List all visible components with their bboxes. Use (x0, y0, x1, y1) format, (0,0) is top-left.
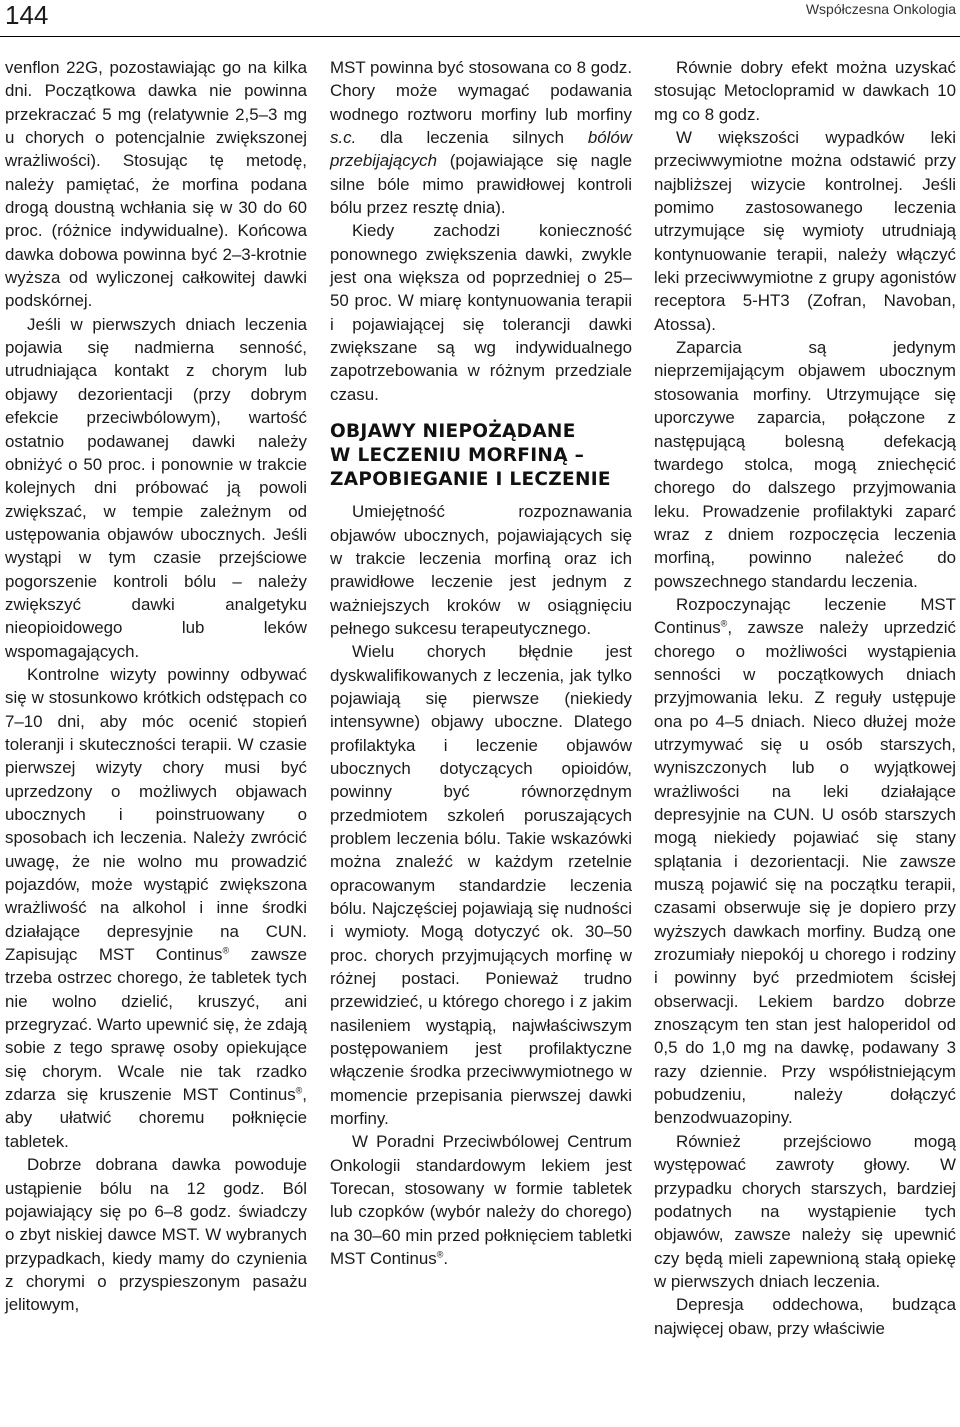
paragraph (330, 56, 632, 219)
page-number: 144 (5, 0, 49, 30)
text-run-italic: s.c. (330, 128, 357, 148)
paragraph: Depresja oddechowa, budząca najwięcej obaw, przy właściwie (654, 1295, 956, 1338)
paragraph: Zaparcia są jedynym nieprzemijającym objawem ubocznym stosowania morfiny. Utrzymujące się uporczywe zaparcia, połączone z następującą bolesną defekacją twardego stolca, mogą zniechęcić chorego do dalszego przyjmowania leku. Prowadzenie profilaktyki zaparć wraz z dniem rozpoczęcia leczenia morfiną, powinno należeć do powszechnego standardu leczenia. (654, 338, 956, 591)
registered-mark: ® (436, 1249, 444, 1260)
paragraph: Jeśli w pierwszych dniach leczenia pojawia się nadmierna senność, utrudniająca kontakt z chorym lub objawy dezorientacji (przy dobrym efekcie przeciwbólowym), wartość ostatnio podawanej dawki należy obniżyć o 50 proc. i ponownie w trakcie kolejnych dni próbować ją powoli zwiększać, w tempie zależnym od ustępowania objawów ubocznych. Jeśli wystąpi w tym czasie przejściowe pogorszenie kontroli bólu – należy zwiększyć dawki analgetyku nieopioidowego lub leków wspomagających. (5, 314, 307, 661)
paragraph: Równie dobry efekt można uzyskać stosując Metoclopramid w dawkach 10 mg co 8 godz. (654, 58, 956, 124)
text-run-italic: bólów przebijających (330, 128, 632, 171)
paragraph (654, 593, 956, 1130)
paragraph: Umiejętność rozpoznawania objawów ubocznych, pojawiających się w trakcie leczenia morfiną oraz ich prawidłowe leczenie jest jednym z ważniejszych kroków w osiągnięciu pełnego sukcesu terapeutycznego. (330, 502, 632, 638)
heading-line: ZAPOBIEGANIE I LECZENIE (330, 469, 611, 491)
registered-mark: ® (720, 618, 728, 629)
registered-mark: ® (222, 945, 230, 956)
paragraph (5, 663, 307, 1153)
text-run: . (443, 1249, 449, 1269)
heading-line: W LECZENIU MORFINĄ – (330, 445, 585, 467)
text-run: Kontrolne wizyty powinny odbywać się w stosunkowo krótkich odstępach co 7–10 dni, aby móc ocenić stopień toleranji i skuteczności terapii. W czasie pierwszej wizyty chory musi być uprzedzony o możliwych objawach ubocznych i poinstruowany o sposobach ich leczenia. Należy zwrócić uwagę, że nie wolno mu prowadzić pojazdów, może wystąpić zwiększona wrażliwość na alkohol i inne środki działające depresyjnie na CUN. Zapisując MST Continus (5, 664, 307, 965)
text-run: (pojawiające się nagle silne bóle mimo prawidłowej kontroli bólu przez resztę dnia). (330, 151, 632, 218)
paragraph: Również przejściowo mogą występować zawroty głowy. W przypadku chorych starszych, bardziej podatnych na wystąpienie tych objawów, zawsze należy się upewnić czy będą mieli zapewnioną stałą opiekę w pierwszych dniach leczenia. (654, 1131, 956, 1291)
page-header (0, 0, 960, 34)
text-run: Rozpoczynając leczenie MST Continus (654, 594, 956, 638)
header-rule (0, 36, 960, 37)
text-run: , zawsze należy uprzedzić chorego o możliwości wystąpienia senności w początkowych dniach przyjmowania leku. Z reguły ustępuje ona po 4–5 dniach. Nieco dłużej może utrzymywać się u osób starszych, wyniszczonych lub o wyjątkowej wrażliwości na leki działające depresyjnie na CUN. U osób starszych mogą niekiedy pojawiać się stany splątania i dezorientacji. Nie zawsze muszą pojawić się na początku terapii, czasami obserwuje się je dopiero przy wyższych dawkach morfiny. Budzą one zrozumiały niepokój u chorego i rodziny i powinny być przedmiotem ścisłej obserwacji. Lekiem bardzo dobrze znoszącym ten stan jest haloperidol od 0,5 do 1,0 mg na dawkę, podawany 3 razy dziennie. Przy współistniejącym pobudzeniu, należy dołączyć benzodwuazopiny. (654, 618, 956, 1128)
paragraph: Kiedy zachodzi konieczność ponownego zwiększenia dawki, zwykle jest ona większa od poprzedniej o 25–50 proc. W miarę kontynuowania terapii i pojawiającej się tolerancji dawki zwiększane są wg indywidualnego zapotrzebowania w różnym przedziale czasu. (330, 221, 632, 404)
section-heading (330, 420, 632, 492)
text-run: , aby ułatwić choremu połknięcie tabletek. (5, 1085, 307, 1151)
text-column-2 (330, 56, 632, 1271)
text-run: MST powinna być stosowana co 8 godz. Chory może wymagać podawania wodnego roztworu morfiny lub morfiny (330, 58, 633, 124)
paragraph: Dobrze dobrana dawka powoduje ustąpienie bólu na 12 godz. Ból pojawiający się po 6–8 godz. świadczy o zbyt niskiej dawce MST. W wybranych przypadkach, kiedy mamy do czynienia z chorymi o przyspieszonym pasażu jelitowym, (5, 1155, 307, 1315)
text-column-3 (654, 56, 956, 1340)
text-run: W Poradni Przeciwbólowej Centrum Onkologii standardowym lekiem jest Torecan, stosowany w formie tabletek lub czopków (wybór należy do chorego) na 30–60 min przed połknięciem tabletki MST Continus (330, 1132, 632, 1269)
registered-mark: ® (295, 1085, 303, 1096)
text-column-1 (5, 56, 307, 1317)
heading-line: OBJAWY NIEPOŻĄDANE (330, 421, 576, 443)
paragraph (330, 1130, 632, 1270)
paragraph: W większości wypadków leki przeciwwymiotne można odstawić przy najbliższej wizycie kontrolnej. Jeśli pomimo zastosowanego leczenia utrzymujące się wymioty utrudniają kontynuowanie terapii, należy włączyć leki przeciwwymiotne z grupy agonistów receptora 5-HT3 (Zofran, Navoban, Atossa). (654, 128, 956, 334)
paragraph: venflon 22G, pozostawiając go na kilka dni. Początkowa dawka nie powinna przekraczać 5 mg (relatywnie 2,5–3 mg u chorych o potencjalnie zwiększonej wrażliwości). Stosując tę metodę, należy pamiętać, że morfina podana drogą doustną wchłania się w 30 do 60 proc. (różnice indywidualne). Końcowa dawka dobowa powinna być 2–3-krotnie wyższa od wyliczonej całkowitej dawki podskórnej. (5, 58, 307, 311)
text-run: zawsze trzeba ostrzec chorego, że tabletek tych nie wolno dzielić, kruszyć, ani przegryzać. Warto upewnić się, że zdają sobie z tego sprawę osoby opiekujące się chorym. Wcale nie tak rzadko zdarza się kruszenie MST Continus (5, 945, 308, 1105)
journal-name: Współczesna Onkologia (805, 1, 956, 17)
text-run: dla leczenia silnych (356, 128, 588, 148)
paragraph: Wielu chorych błędnie jest dyskwalifikowanych z leczenia, jak tylko pojawiają się pierwsze (niekiedy intensywne) objawy uboczne. Dlatego profilaktyka i leczenie objawów ubocznych dotyczących opioidów, powinny być równorzędnym przedmiotem szkoleń poruszających problem leczenia bólu. Takie wskazówki można znaleźć w każdym rzetelnie opracowanym standardzie leczenia bólu. Najczęściej pojawiają się nudności i wymioty. Mogą dotyczyć ok. 30–50 proc. chorych przyjmujących morfinę w różnej postaci. Ponieważ trudno przewidzieć, u którego chorego i z jakim nasileniem wystąpią, najwłaściwszym postępowaniem jest profilaktyczne włączenie środka przeciwwymiotnego w momencie przepisania pierwszej dawki morfiny. (330, 642, 632, 1129)
